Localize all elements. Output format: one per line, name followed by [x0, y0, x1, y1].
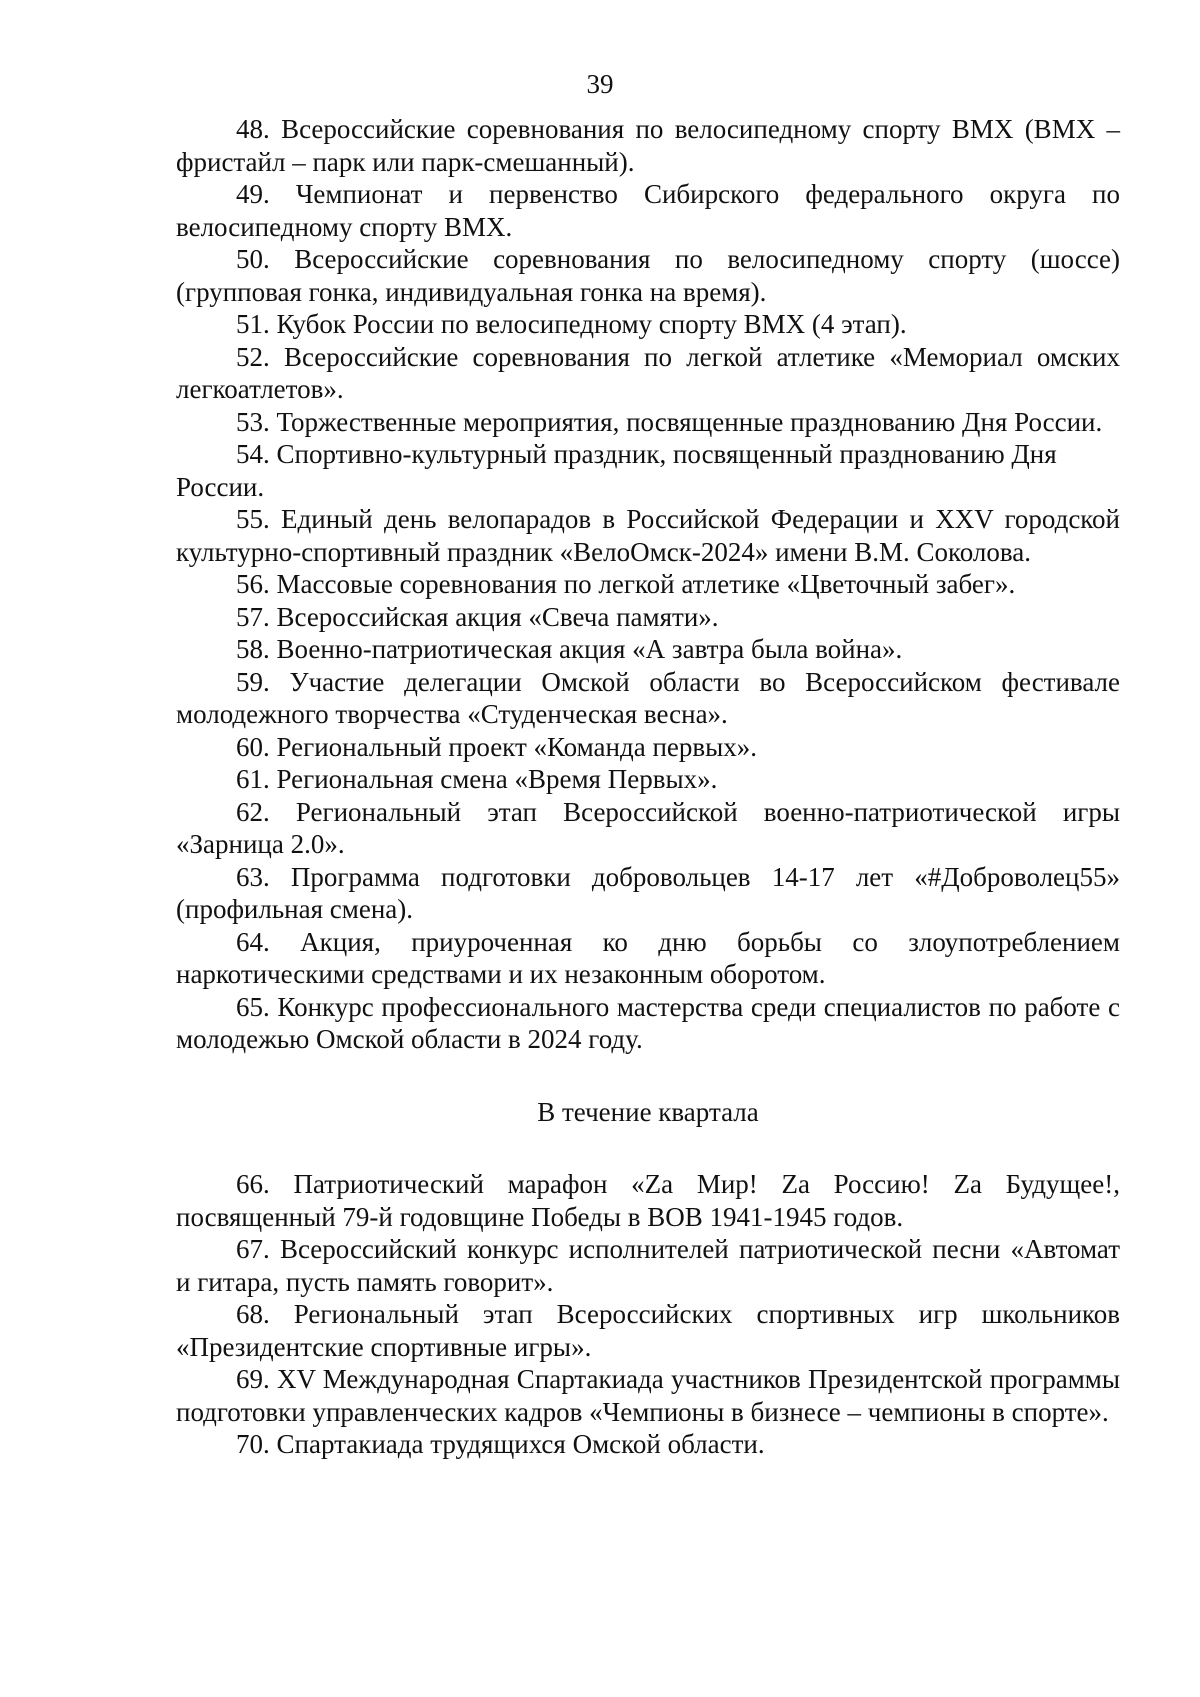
item-number: 58.	[236, 634, 270, 664]
item-text: Всероссийские соревнования по легкой атлетике «Мемориал омских легкоатлетов».	[176, 341, 1120, 404]
item-number: 54.	[236, 439, 270, 469]
item-number: 53.	[236, 406, 270, 437]
item-text: Всероссийский конкурс исполнителей патриотической песни «Автомат и гитара, пусть память говорит».	[176, 1234, 1120, 1297]
list-item	[176, 1233, 1120, 1298]
list-item	[176, 763, 1120, 796]
list-item	[176, 503, 1120, 568]
item-text: Кубок России по велосипедному спорту ВМХ (4 этап).	[276, 309, 907, 339]
list-item	[176, 1428, 1120, 1461]
item-text: Конкурс профессионального мастерства среди специалистов по работе с молодежью Омской области в 2024 году.	[176, 991, 1120, 1054]
item-text: Торжественные мероприятия, посвященные празднованию Дня России.	[276, 406, 1103, 437]
list-item	[176, 633, 1120, 666]
document-body	[176, 113, 1120, 1461]
list-item	[176, 601, 1120, 634]
item-text: Единый день велопарадов в Российской Федерации и XXV городской культурно-спортивный праздник «ВелоОмск-2024» имени В.М. Соколова.	[176, 504, 1121, 567]
item-number: 49.	[236, 179, 270, 209]
item-text: Спартакиада трудящихся Омской области.	[276, 1429, 765, 1459]
item-number: 60.	[236, 731, 270, 762]
item-number: 63.	[236, 861, 270, 892]
list-item	[176, 243, 1120, 308]
item-text: Региональный проект «Команда первых».	[276, 731, 758, 762]
list-item	[176, 861, 1120, 926]
list-item	[176, 731, 1120, 764]
list-item	[176, 341, 1120, 406]
item-number: 68.	[236, 1299, 270, 1329]
list-item	[176, 438, 1120, 503]
list-item	[176, 178, 1120, 243]
item-number: 70.	[236, 1429, 270, 1459]
page-number: 39	[586, 69, 614, 99]
item-number: 57.	[236, 601, 270, 632]
item-text: Региональная смена «Время Первых».	[276, 764, 718, 794]
item-number: 66.	[236, 1169, 270, 1199]
list-item	[176, 308, 1120, 341]
list-item	[176, 406, 1120, 439]
item-text: XV Международная Спартакиада участников Президентской программы подготовки управленческих кадров «Чемпионы в бизнесе – чемпионы в спорте».	[176, 1364, 1121, 1427]
item-number: 67.	[236, 1234, 270, 1264]
item-number: 59.	[236, 666, 270, 697]
item-text: Чемпионат и первенство Сибирского федерального округа по велосипедному спорту ВМХ.	[176, 179, 1120, 242]
list-item	[176, 568, 1120, 601]
item-text: Программа подготовки добровольцев 14-17 лет «#Доброволец55» (профильная смена).	[176, 861, 1120, 924]
item-number: 64.	[236, 926, 270, 957]
item-number: 56.	[236, 569, 270, 599]
item-text: Военно-патриотическая акция «А завтра была война».	[276, 634, 903, 664]
section-heading: В течение квартала	[537, 1096, 759, 1127]
list-item	[176, 1363, 1120, 1428]
item-text: Акция, приуроченная ко дню борьбы со злоупотреблением наркотическими средствами и их незаконным оборотом.	[176, 926, 1121, 989]
list-item	[176, 796, 1120, 861]
item-text: Региональный этап Всероссийских спортивных игр школьников «Президентские спортивные игры».	[176, 1299, 1121, 1362]
item-number: 65.	[236, 991, 270, 1022]
event-list-top	[176, 113, 1120, 1056]
list-item	[176, 113, 1120, 178]
item-number: 52.	[236, 341, 270, 372]
list-item	[176, 1168, 1120, 1233]
item-number: 62.	[236, 796, 270, 827]
list-item	[176, 1298, 1120, 1363]
item-text: Массовые соревнования по легкой атлетике «Цветочный забег».	[276, 569, 1016, 599]
item-text: Всероссийские соревнования по велосипедному спорту (шоссе) (групповая гонка, индивидуальная гонка на время).	[176, 244, 1120, 307]
item-text: Всероссийские соревнования по велосипедному спорту ВМХ (ВМХ – фристайл – парк или парк-смешанный).	[176, 114, 1121, 177]
item-number: 69.	[236, 1364, 270, 1394]
event-list-bottom	[176, 1168, 1120, 1461]
item-number: 61.	[236, 764, 270, 794]
item-text: Спортивно-культурный праздник, посвященный празднованию Дня России.	[176, 439, 1057, 502]
item-number: 51.	[236, 309, 270, 339]
list-item	[176, 926, 1120, 991]
list-item	[176, 666, 1120, 731]
item-number: 55.	[236, 504, 270, 534]
list-item	[176, 991, 1120, 1056]
item-text: Участие делегации Омской области во Всероссийском фестивале молодежного творчества «Студенческая весна».	[176, 666, 1121, 729]
item-number: 48.	[236, 114, 270, 144]
item-text: Всероссийская акция «Свеча памяти».	[276, 601, 719, 632]
item-number: 50.	[236, 244, 270, 274]
item-text: Региональный этап Всероссийской военно-патриотической игры «Зарница 2.0».	[176, 796, 1120, 859]
item-text: Патриотический марафон «Zа Мир! Zа Россию! Zа Будущее!, посвященный 79-й годовщине Победы в ВОВ 1941-1945 годов.	[176, 1169, 1120, 1232]
